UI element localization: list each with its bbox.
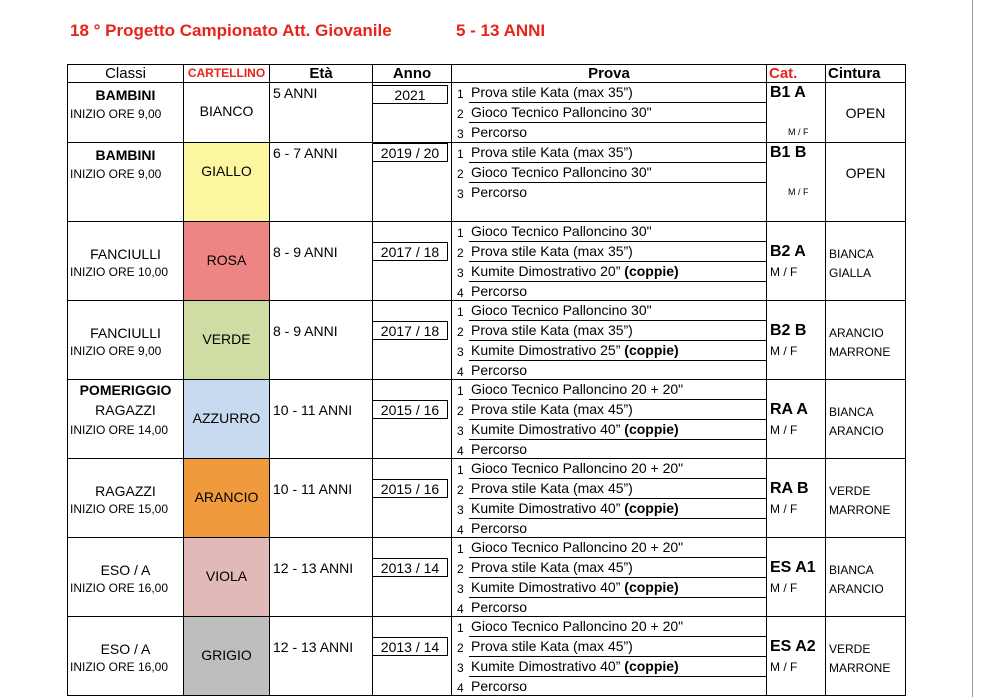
activity-underline [469, 399, 767, 400]
activity-label: Prova stile Kata (max 45”) [471, 480, 633, 496]
eta-cell [270, 380, 373, 459]
age-range: 6 - 7 ANNI [273, 145, 338, 161]
class-name: ESO / A [100, 641, 151, 657]
category-code: RA A [770, 401, 808, 418]
category-code: B1 B [770, 144, 807, 161]
cartellino-cell [184, 143, 270, 222]
start-time: INIZIO ORE 14,00 [70, 423, 169, 437]
activity-label: Kumite Dimostrativo 40” [471, 421, 625, 437]
page-edge-line [972, 0, 973, 697]
age-range: 5 ANNI [273, 85, 318, 101]
card-color-name: ARANCIO [194, 489, 259, 505]
cat-cell [767, 380, 826, 459]
cintura-cell [826, 617, 906, 696]
eta-cell [270, 459, 373, 538]
activity-text [471, 342, 679, 358]
card-color-name: BIANCO [199, 103, 254, 119]
category-code: B1 A [770, 84, 806, 101]
activity-text [471, 124, 527, 140]
activity-label: Prova stile Kata (max 45”) [471, 401, 633, 417]
age-range: 8 - 9 ANNI [273, 244, 338, 260]
card-color-name: GRIGIO [201, 647, 252, 663]
birth-year: 2015 / 16 [373, 400, 448, 419]
activity-label: Prova stile Kata (max 45”) [471, 638, 633, 654]
cartellino-cell [184, 83, 270, 143]
card-color-name: VIOLA [205, 568, 248, 584]
cintura-cell [826, 538, 906, 617]
activity-label: Gioco Tecnico Palloncino 30" [471, 164, 652, 180]
activity-label: Percorso [471, 124, 528, 140]
classi-cell [68, 617, 184, 696]
age-range: 8 - 9 ANNI [273, 323, 338, 339]
header-cat: Cat. [767, 65, 826, 83]
start-time: INIZIO ORE 9,00 [70, 167, 162, 181]
activity-underline [469, 498, 767, 499]
birth-year: 2019 / 20 [373, 143, 448, 162]
activity-number: 1 [457, 226, 464, 240]
activity-label: Percorso [471, 184, 528, 200]
birth-year: 2017 / 18 [373, 242, 448, 261]
belt-color: MARRONE [829, 345, 891, 359]
activity-underline [469, 636, 767, 637]
start-time: INIZIO ORE 16,00 [70, 660, 169, 674]
activity-label: Kumite Dimostrativo 25” [471, 342, 625, 358]
header-cartellino: CARTELLINO [184, 65, 270, 83]
activity-underline [469, 656, 767, 657]
activity-text [471, 559, 633, 575]
category-row [68, 222, 906, 301]
card-color-name: ROSA [206, 252, 247, 268]
cat-cell [767, 83, 826, 143]
gender-mf: M / F [770, 660, 798, 674]
anno-cell [373, 380, 452, 459]
activity-text [471, 401, 633, 417]
activity-underline [469, 597, 767, 598]
activity-number: 1 [457, 305, 464, 319]
eta-cell [270, 83, 373, 143]
birth-year: 2013 / 14 [373, 558, 448, 577]
activity-number: 2 [457, 483, 464, 497]
prova-cell [452, 538, 767, 617]
eta-cell [270, 301, 373, 380]
cat-cell [767, 617, 826, 696]
activity-label: Prova stile Kata (max 35”) [471, 243, 633, 259]
activity-underline [469, 439, 767, 440]
activity-underline [469, 360, 767, 361]
activity-text [471, 84, 633, 100]
belt-color: MARRONE [829, 661, 891, 675]
activity-label: Prova stile Kata (max 35”) [471, 144, 633, 160]
age-range: 10 - 11 ANNI [273, 402, 353, 418]
activity-text [471, 579, 679, 595]
activity-label: Percorso [471, 678, 528, 694]
activity-label: Prova stile Kata (max 35”) [471, 322, 633, 338]
activity-number: 1 [457, 621, 464, 635]
gender-mf: M / F [770, 265, 798, 279]
anno-cell [373, 222, 452, 301]
category-code: ES A2 [770, 638, 816, 655]
cintura-cell [826, 459, 906, 538]
activity-number: 3 [457, 345, 464, 359]
schedule-table [67, 64, 906, 696]
activity-label: Percorso [471, 520, 528, 536]
category-code: RA B [770, 480, 809, 497]
anno-cell [373, 301, 452, 380]
anno-cell [373, 617, 452, 696]
header-row [68, 65, 906, 83]
activity-underline [469, 557, 767, 558]
activity-label: Gioco Tecnico Palloncino 30" [471, 302, 652, 318]
cat-cell [767, 538, 826, 617]
age-range: 10 - 11 ANNI [273, 481, 353, 497]
activity-underline [469, 281, 767, 282]
eta-cell [270, 222, 373, 301]
activity-number: 2 [457, 246, 464, 260]
belt-color: ARANCIO [829, 424, 884, 438]
activity-underline [469, 518, 767, 519]
classi-cell [68, 380, 184, 459]
activity-label: Gioco Tecnico Palloncino 20 + 20" [471, 460, 684, 476]
class-name: RAGAZZI [95, 402, 156, 418]
activity-label: Kumite Dimostrativo 40” [471, 579, 625, 595]
gender-mf: M / F [770, 344, 798, 358]
anno-cell [373, 143, 452, 222]
document-title: 18 ° Progetto Campionato Att. Giovanile [70, 21, 392, 40]
prova-cell [452, 459, 767, 538]
classi-cell [68, 83, 184, 143]
classi-cell [68, 222, 184, 301]
prova-cell [452, 222, 767, 301]
activity-underline [469, 122, 767, 123]
activity-pairs: (coppie) [624, 500, 679, 516]
activity-underline [469, 419, 767, 420]
prova-cell [452, 83, 767, 143]
activity-text [471, 223, 652, 239]
activity-text [471, 539, 683, 555]
belt-open: OPEN [845, 105, 886, 121]
start-time: INIZIO ORE 9,00 [70, 107, 162, 121]
cat-cell [767, 143, 826, 222]
activity-label: Gioco Tecnico Palloncino 30" [471, 104, 652, 120]
activity-underline [469, 261, 767, 262]
age-range-title: 5 - 13 ANNI [456, 21, 546, 40]
activity-number: 2 [457, 167, 464, 181]
class-name: FANCIULLI [90, 325, 161, 341]
belt-color: MARRONE [829, 503, 891, 517]
age-range: 12 - 13 ANNI [273, 639, 354, 655]
activity-underline [469, 577, 767, 578]
activity-text [471, 618, 683, 634]
cartellino-cell [184, 301, 270, 380]
classi-cell [68, 538, 184, 617]
activity-pairs: (coppie) [624, 263, 679, 279]
class-name: RAGAZZI [95, 483, 156, 499]
class-name: BAMBINI [95, 147, 156, 163]
gender-mf: M / F [770, 581, 798, 595]
birth-year: 2013 / 14 [373, 637, 448, 656]
activity-label: Prova stile Kata (max 35”) [471, 84, 633, 100]
activity-pairs: (coppie) [624, 579, 679, 595]
header-anno: Anno [373, 65, 452, 83]
activity-number: 1 [457, 87, 464, 101]
activity-text [471, 184, 527, 200]
header-eta: Età [270, 65, 373, 83]
cartellino-cell [184, 538, 270, 617]
card-color-name: AZZURRO [192, 410, 261, 426]
activity-text [471, 362, 527, 378]
activity-number: 3 [457, 127, 464, 141]
activity-label: Kumite Dimostrativo 40” [471, 658, 625, 674]
activity-number: 4 [457, 286, 464, 300]
anno-cell [373, 83, 452, 143]
activity-text [471, 283, 527, 299]
cat-cell [767, 222, 826, 301]
activity-text [471, 144, 633, 160]
gender-mf: M / F [788, 127, 809, 137]
class-name: ESO / A [100, 562, 151, 578]
activity-underline [469, 241, 767, 242]
class-name: POMERIGGIO [79, 382, 172, 398]
category-code: B2 A [770, 243, 806, 260]
cat-cell [767, 301, 826, 380]
activity-text [471, 104, 652, 120]
activity-number: 3 [457, 582, 464, 596]
classi-cell [68, 459, 184, 538]
activity-underline [469, 182, 767, 183]
age-range: 12 - 13 ANNI [273, 560, 354, 576]
classi-cell [68, 143, 184, 222]
birth-year: 2015 / 16 [373, 479, 448, 498]
start-time: INIZIO ORE 10,00 [70, 265, 169, 279]
activity-text [471, 678, 527, 694]
gender-mf: M / F [770, 423, 798, 437]
activity-label: Percorso [471, 599, 528, 615]
category-row [68, 83, 906, 143]
activity-number: 4 [457, 444, 464, 458]
cintura-cell [826, 83, 906, 143]
cintura-cell [826, 143, 906, 222]
activity-number: 2 [457, 325, 464, 339]
activity-number: 3 [457, 266, 464, 280]
activity-underline [469, 102, 767, 103]
eta-cell [270, 143, 373, 222]
cartellino-cell [184, 617, 270, 696]
activity-label: Kumite Dimostrativo 40” [471, 500, 625, 516]
activity-text [471, 164, 652, 180]
category-row [68, 617, 906, 696]
belt-color: ARANCIO [829, 582, 884, 596]
header-prova: Prova [452, 65, 767, 83]
birth-year: 2017 / 18 [373, 321, 448, 340]
header-classi: Classi [68, 65, 184, 83]
category-row [68, 380, 906, 459]
class-name: BAMBINI [95, 87, 156, 103]
activity-number: 1 [457, 147, 464, 161]
prova-cell [452, 380, 767, 459]
activity-text [471, 638, 633, 654]
anno-cell [373, 459, 452, 538]
activity-text [471, 322, 633, 338]
activity-label: Gioco Tecnico Palloncino 30" [471, 223, 652, 239]
activity-underline [469, 340, 767, 341]
belt-color: BIANCA [829, 405, 874, 419]
activity-number: 3 [457, 424, 464, 438]
classi-cell [68, 301, 184, 380]
activity-text [471, 500, 679, 516]
activity-number: 2 [457, 107, 464, 121]
activity-underline [469, 320, 767, 321]
activity-text [471, 381, 683, 397]
belt-color: VERDE [829, 642, 871, 656]
gender-mf: M / F [788, 187, 809, 197]
activity-label: Kumite Dimostrativo 20” [471, 263, 625, 279]
activity-number: 4 [457, 523, 464, 537]
activity-label: Gioco Tecnico Palloncino 20 + 20" [471, 539, 684, 555]
cat-cell [767, 459, 826, 538]
activity-text [471, 658, 679, 674]
activity-text [471, 480, 633, 496]
activity-text [471, 302, 652, 318]
activity-text [471, 460, 683, 476]
category-row [68, 459, 906, 538]
belt-color: VERDE [829, 484, 871, 498]
prova-cell [452, 143, 767, 222]
activity-number: 1 [457, 384, 464, 398]
activity-number: 4 [457, 365, 464, 379]
cintura-cell [826, 301, 906, 380]
activity-number: 3 [457, 661, 464, 675]
category-code: ES A1 [770, 559, 816, 576]
belt-color: ARANCIO [829, 326, 884, 340]
category-code: B2 B [770, 322, 807, 339]
header-cintura: Cintura [826, 65, 906, 83]
cintura-cell [826, 222, 906, 301]
eta-cell [270, 538, 373, 617]
belt-color: BIANCA [829, 563, 874, 577]
card-color-name: GIALLO [201, 163, 252, 179]
category-row [68, 301, 906, 380]
activity-pairs: (coppie) [624, 658, 679, 674]
cintura-cell [826, 380, 906, 459]
activity-label: Gioco Tecnico Palloncino 20 + 20" [471, 618, 684, 634]
activity-underline [469, 478, 767, 479]
belt-color: BIANCA [829, 247, 874, 261]
start-time: INIZIO ORE 15,00 [70, 502, 169, 516]
belt-open: OPEN [845, 165, 886, 181]
cartellino-cell [184, 459, 270, 538]
activity-text [471, 243, 633, 259]
activity-label: Percorso [471, 441, 528, 457]
activity-underline [469, 162, 767, 163]
activity-text [471, 421, 679, 437]
activity-label: Prova stile Kata (max 45”) [471, 559, 633, 575]
activity-underline [469, 676, 767, 677]
activity-number: 2 [457, 562, 464, 576]
start-time: INIZIO ORE 16,00 [70, 581, 169, 595]
card-color-name: VERDE [202, 331, 251, 347]
activity-text [471, 520, 527, 536]
category-row [68, 538, 906, 617]
activity-label: Gioco Tecnico Palloncino 20 + 20" [471, 381, 684, 397]
activity-text [471, 441, 527, 457]
activity-number: 2 [457, 641, 464, 655]
activity-text [471, 263, 679, 279]
activity-text [471, 599, 527, 615]
prova-cell [452, 617, 767, 696]
activity-pairs: (coppie) [624, 421, 679, 437]
activity-number: 4 [457, 602, 464, 616]
cartellino-cell [184, 222, 270, 301]
activity-pairs: (coppie) [624, 342, 679, 358]
birth-year: 2021 [373, 85, 448, 104]
activity-number: 1 [457, 542, 464, 556]
start-time: INIZIO ORE 9,00 [70, 344, 162, 358]
activity-number: 3 [457, 187, 464, 201]
prova-cell [452, 301, 767, 380]
cartellino-cell [184, 380, 270, 459]
activity-number: 4 [457, 681, 464, 695]
belt-color: GIALLA [829, 266, 872, 280]
category-row [68, 143, 906, 222]
gender-mf: M / F [770, 502, 798, 516]
class-name: FANCIULLI [90, 246, 161, 262]
activity-label: Percorso [471, 362, 528, 378]
activity-number: 1 [457, 463, 464, 477]
activity-number: 3 [457, 503, 464, 517]
activity-number: 2 [457, 404, 464, 418]
activity-label: Percorso [471, 283, 528, 299]
eta-cell [270, 617, 373, 696]
anno-cell [373, 538, 452, 617]
